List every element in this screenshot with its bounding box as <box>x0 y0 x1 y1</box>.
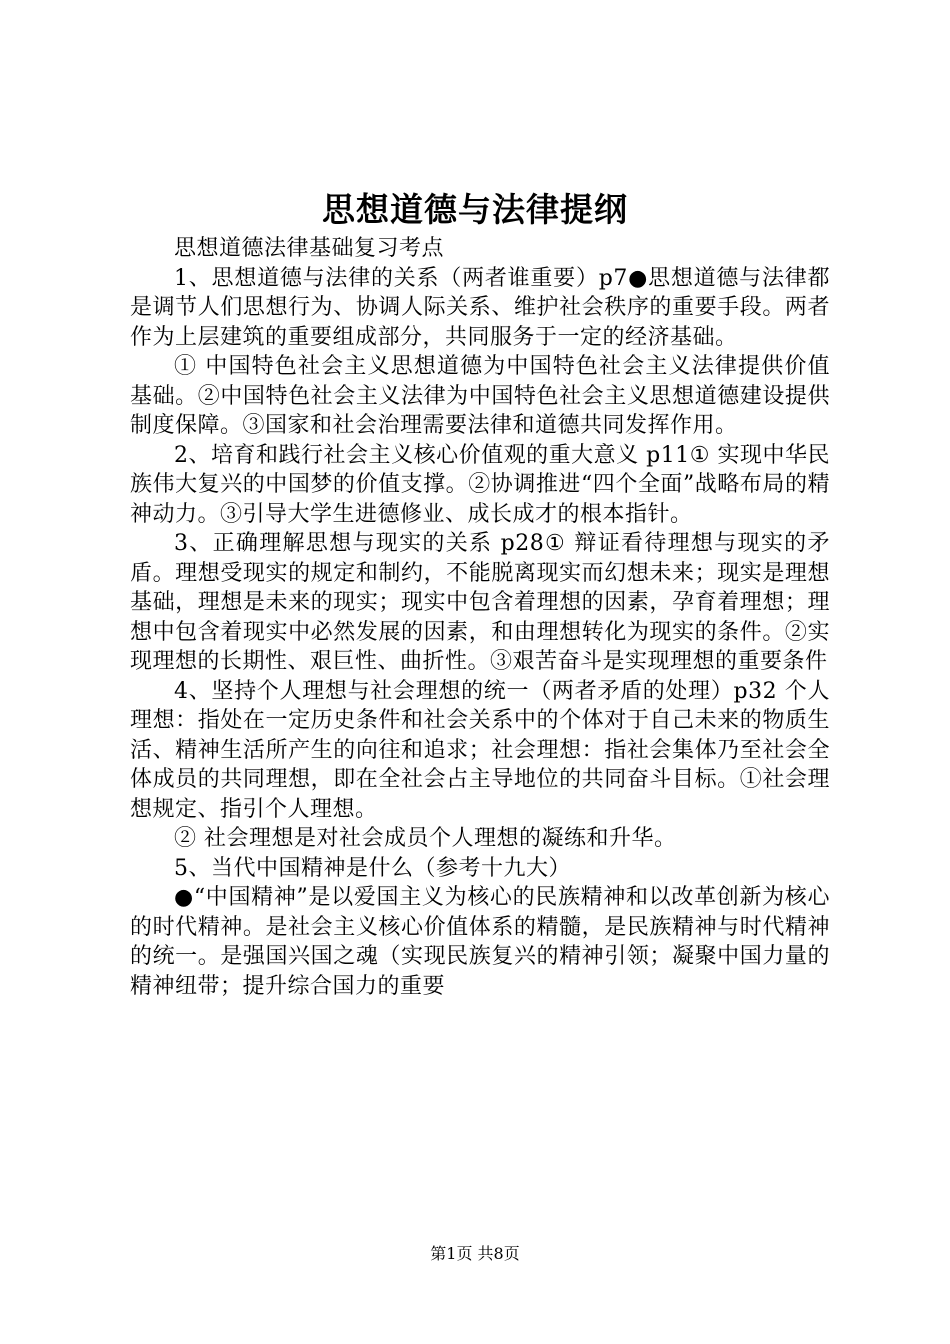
paragraph-4: 3、正确理解思想与现实的关系 p28① 辩证看待理想与现实的矛盾。理想受现实的规定和制约，不能脱离现实而幻想未来；现实是理想基础，理想是未来的现实；现实中包含着理想的因素，孕育着理想；理想中包含着现实中必然发展的因素，和由理想转化为现实的条件。②实现理想的长期性、艰巨性、曲折性。③艰苦奋斗是实现理想的重要条件 <box>130 531 830 674</box>
paragraph-2: ① 中国特色社会主义思想道德为中国特色社会主义法律提供价值基础。②中国特色社会主义法律为中国特色社会主义思想道德建设提供制度保障。③国家和社会治理需要法律和道德共同发挥作用。 <box>130 354 830 438</box>
document-body <box>130 234 830 1001</box>
paragraph-8: ●“中国精神”是以爱国主义为核心的民族精神和以改革创新为核心的时代精神。是社会主义核心价值体系的精髓，是民族精神与时代精神的统一。是强国兴国之魂（实现民族复兴的精神引领；凝聚中国力量的精神纽带；提升综合国力的重要 <box>130 885 830 999</box>
paragraph-7: 5、当代中国精神是什么（参考十九大） <box>174 855 571 881</box>
document-title: 思想道德与法律提纲 <box>322 190 628 229</box>
paragraph-5: 4、坚持个人理想与社会理想的统一（两者矛盾的处理）p32 个人理想：指处在一定历史条件和社会关系中的个体对于自己未来的物质生活、精神生活所产生的向往和追求；社会理想：指社会集体乃至社会全体成员的共同理想，即在全社会占主导地位的共同奋斗目标。①社会理想规定、指引个人理想。 <box>130 678 830 822</box>
page-footer: 第1页 共8页 <box>430 1244 520 1263</box>
paragraph-1: 1、思想道德与法律的关系（两者谁重要）p7●思想道德与法律都是调节人们思想行为、协调人际关系、维护社会秩序的重要手段。两者作为上层建筑的重要组成部分，共同服务于一定的经济基础。 <box>130 265 830 350</box>
paragraph-6: ② 社会理想是对社会成员个人理想的凝练和升华。 <box>174 826 677 851</box>
paragraph-3: 2、培育和践行社会主义核心价值观的重大意义 p11① 实现中华民族伟大复兴的中国梦的价值支撑。②协调推进“四个全面”战略布局的精神动力。③引导大学生进德修业、成长成才的根本指针。 <box>130 442 830 527</box>
subtitle-paragraph: 思想道德法律基础复习考点 <box>174 236 445 261</box>
